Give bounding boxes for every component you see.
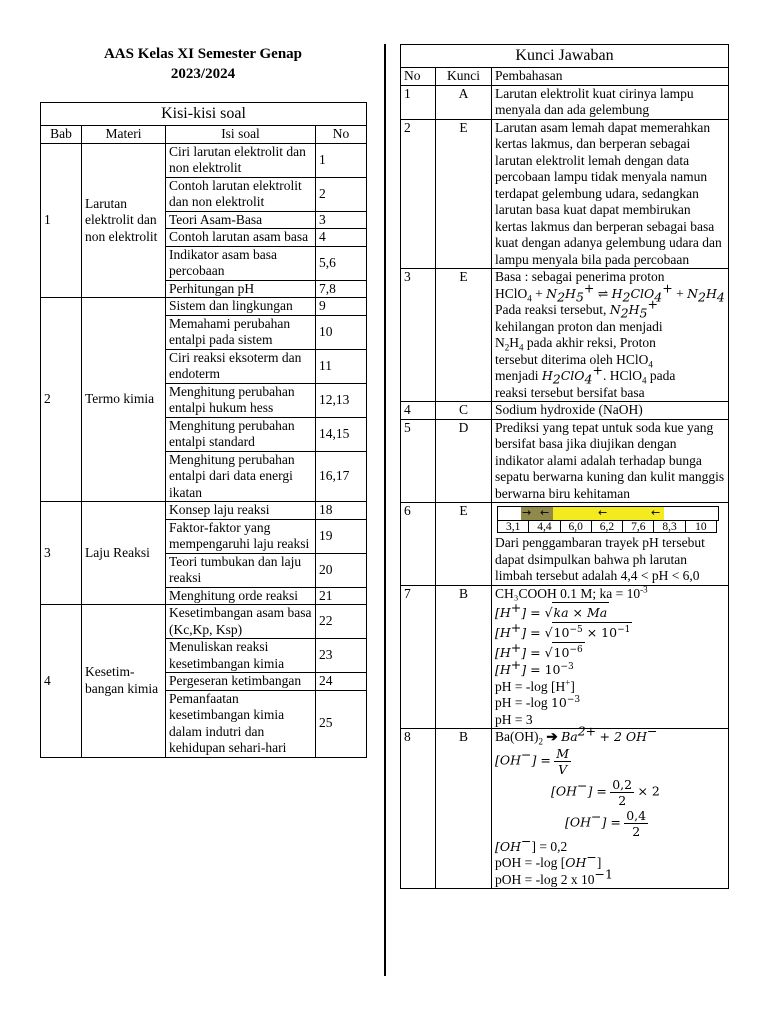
soal-no: 21 (316, 587, 367, 605)
ph-tick: 4,4 (529, 520, 560, 533)
answer-key: D (436, 419, 492, 503)
explanation-line: kehilangan proton dan menjadi (495, 318, 663, 334)
answer-explanation: Larutan elektrolit kuat cirinya lampu menyala dan ada gelembung (492, 85, 729, 119)
explanation-line: pH = -log $10^{-3}$ (495, 694, 581, 710)
answer-key: B (436, 729, 492, 889)
soal-no: 20 (316, 553, 367, 587)
explanation-line: CH₃COOH 0.1 M; ka = $10^{-3}$ (495, 584, 648, 601)
math-line: [OH−] = $\frac{0,4}{2}$ (565, 807, 647, 839)
isi-soal: Kesetimbangan asam basa (Kc,Kp, Ksp) (166, 605, 316, 639)
answer-no: 1 (401, 85, 436, 119)
materi-name: Larutan elektrolit dan non elektrolit (82, 143, 166, 298)
kisi-col-no: No (316, 126, 367, 144)
explanation-line: pOH = -log 2 x $10^{-1}$ (495, 866, 613, 887)
column-divider (384, 44, 386, 976)
soal-no: 7,8 (316, 280, 367, 298)
answer-key: A (436, 85, 492, 119)
ph-tick: 10 (686, 520, 717, 533)
arrow-left-icon: ← (651, 506, 661, 519)
table-row (401, 419, 729, 503)
ph-range-bar (497, 506, 719, 521)
bab-number: 2 (41, 298, 82, 502)
soal-no: 5,6 (316, 246, 367, 280)
table-row (41, 298, 367, 316)
kisi-col-materi: Materi (82, 126, 166, 144)
explanation-line: Pada reaksi tersebut, $N_2H_5^+$ (495, 296, 658, 321)
arrow-right-icon: → (522, 506, 532, 519)
arrow-left-icon: ← (598, 506, 608, 519)
explanation-line: Basa : sebagai penerima proton (495, 269, 665, 284)
soal-no: 18 (316, 502, 367, 520)
math-line: $[H^+] = √10^{-6}$ (495, 639, 583, 660)
ph-tick: 6,2 (592, 520, 623, 533)
answer-explanation (492, 585, 729, 729)
soal-no: 14,15 (316, 417, 367, 451)
isi-soal: Memahami perubahan entalpi pada sistem (166, 315, 316, 349)
answer-no: 2 (401, 119, 436, 269)
ph-tick: 3,1 (497, 520, 529, 533)
table-row (41, 502, 367, 520)
soal-no: 10 (316, 315, 367, 349)
soal-no: 12,13 (316, 383, 367, 417)
isi-soal: Sistem dan lingkungan (166, 298, 316, 316)
kisi-kisi-table (40, 102, 367, 758)
bab-number: 4 (41, 605, 82, 758)
math-line: $[H^+] = 10^{-3}$ (495, 656, 574, 677)
table-row (401, 503, 729, 586)
table-row (401, 402, 729, 420)
ph-range-diagram (495, 504, 719, 534)
kisi-heading: Kisi-kisi soal (41, 103, 367, 126)
answer-key: C (436, 402, 492, 420)
soal-no: 9 (316, 298, 367, 316)
kunci-col-no: No (401, 68, 436, 86)
table-row (401, 85, 729, 119)
table-row (401, 269, 729, 402)
soal-no: 16,17 (316, 451, 367, 502)
ph-range-yellow-segment (553, 507, 664, 520)
isi-soal: Pergeseran ketimbangan (166, 673, 316, 691)
soal-no: 2 (316, 177, 367, 211)
materi-name: Kesetim-bangan kimia (82, 605, 166, 758)
soal-no: 22 (316, 605, 367, 639)
answer-no: 7 (401, 585, 436, 729)
table-row (401, 585, 729, 729)
materi-name: Termo kimia (82, 298, 166, 502)
explanation-text: Dari penggambaran trayek pH tersebut dapat dsimpulkan bahwa ph larutan limbah tersebut adalah 4,4 < pH < 6,0 (495, 535, 705, 583)
soal-no: 3 (316, 211, 367, 229)
explanation-line: menjadi $H_2ClO_4^+$. HClO$_4$ pada (495, 362, 676, 387)
isi-soal: Pemanfaatan kesetimbangan kimia dalam indutri dan kehidupan sehari-hari (166, 690, 316, 757)
kunci-col-pembahasan: Pembahasan (492, 68, 729, 86)
answer-no: 4 (401, 402, 436, 420)
table-row (401, 729, 729, 889)
math-line: $[H^+] = √10^{-5} \times 10^{-1}$ (495, 619, 631, 640)
reaction-equation: HClO$_4$ + $N_2H_5^+$ ⇌ $H_2ClO_4^+ + N_2H_4$ (495, 280, 725, 305)
answer-key: B (436, 585, 492, 729)
isi-soal: Ciri reaksi eksoterm dan endoterm (166, 349, 316, 383)
answer-no: 8 (401, 729, 436, 889)
table-row (41, 605, 367, 639)
answer-explanation (492, 723, 729, 889)
math-line: [OH−] = $\frac{0,2}{2}$ × 2 (551, 776, 660, 808)
explanation-line: $Ba(OH)_2$ ➔ $Ba^{2+} + 2$ OH− (495, 723, 658, 747)
bab-number: 1 (41, 143, 82, 298)
answer-key: E (436, 269, 492, 402)
arrow-left-icon: ← (540, 506, 550, 519)
isi-soal: Perhitungan pH (166, 280, 316, 298)
soal-no: 11 (316, 349, 367, 383)
explanation-line: pH = 3 (495, 711, 533, 727)
soal-no: 23 (316, 639, 367, 673)
soal-no: 24 (316, 673, 367, 691)
math-line: [OH−] = $\frac{M}{V}$ (495, 745, 570, 777)
kisi-col-isi: Isi soal (166, 126, 316, 144)
doc-title-line1: AAS Kelas XI Semester Genap (103, 46, 303, 62)
isi-soal: Contoh larutan asam basa (166, 229, 316, 247)
kunci-heading: Kunci Jawaban (401, 45, 729, 68)
ph-tick: 8,3 (654, 520, 685, 533)
isi-soal: Menghitung perubahan entalpi dari data energi ikatan (166, 451, 316, 502)
answer-no: 5 (401, 419, 436, 503)
isi-soal: Teori Asam-Basa (166, 211, 316, 229)
answer-key: E (436, 119, 492, 269)
bab-number: 3 (41, 502, 82, 605)
soal-no: 25 (316, 690, 367, 757)
answer-explanation (492, 269, 729, 402)
isi-soal: Ciri larutan elektrolit dan non elektrolit (166, 143, 316, 177)
isi-soal: Konsep laju reaksi (166, 502, 316, 520)
doc-title-line2: 2023/2024 (170, 66, 236, 82)
answer-key: E (436, 503, 492, 586)
explanation-line: tersebut diterima oleh HClO$_4$ (495, 351, 653, 370)
answer-explanation: Prediksi yang tepat untuk soda kue yang bersifat basa jika diujikan dengan indikator alami adalah terhadap bunga sepatu berwarna kuning dan kulit manggis berwarna biru kehitaman (492, 419, 729, 503)
answer-explanation (492, 503, 729, 586)
kunci-col-kunci: Kunci (436, 68, 492, 86)
isi-soal: Menghitung perubahan entalpi standard (166, 417, 316, 451)
isi-soal: Contoh larutan elektrolit dan non elektrolit (166, 177, 316, 211)
isi-soal: Menuliskan reaksi kesetimbangan kimia (166, 639, 316, 673)
explanation-line: pH = -log [H+] (495, 677, 575, 694)
soal-no: 19 (316, 519, 367, 553)
math-line: [H+] = √ka × Ma (495, 599, 608, 620)
soal-no: 1 (316, 143, 367, 177)
kisi-col-bab: Bab (41, 126, 82, 144)
ph-tick: 6,0 (561, 520, 592, 533)
soal-no: 4 (316, 229, 367, 247)
answer-no: 3 (401, 269, 436, 402)
isi-soal: Indikator asam basa percobaan (166, 246, 316, 280)
explanation-line: reaksi tersebut bersifat basa (495, 384, 645, 400)
isi-soal: Faktor-faktor yang mempengaruhi laju reaksi (166, 519, 316, 553)
materi-name: Laju Reaksi (82, 502, 166, 605)
isi-soal: Teori tumbukan dan laju reaksi (166, 553, 316, 587)
table-row (401, 119, 729, 269)
table-row (41, 143, 367, 177)
isi-soal: Menghitung perubahan entalpi hukum hess (166, 383, 316, 417)
isi-soal: Menghitung orde reaksi (166, 587, 316, 605)
ph-tick-labels (497, 520, 717, 533)
answer-explanation: Larutan asam lemah dapat memerahkan kertas lakmus, dan berperan sebagai larutan elektrolit lemah dengan data percobaan lampu tidak menyala namun terdapat gelembung udara, sedangkan larutan basa kuat dapat membirukan kertas lakmus dan berperan sebagai basa kuat dengan adanya gelembung udara dan lampu menyala bila pada percobaan (492, 119, 729, 269)
answer-explanation: Sodium hydroxide (NaOH) (492, 402, 729, 420)
explanation-line: [OH−] = 0,2 (495, 833, 568, 854)
explanation-line: pOH = -log [OH−] (495, 849, 602, 870)
kunci-jawaban-table (400, 44, 729, 889)
explanation-line: $N_2H_4$ pada akhir reksi, Proton (495, 335, 656, 353)
answer-no: 6 (401, 503, 436, 586)
ph-tick: 7,6 (623, 520, 654, 533)
